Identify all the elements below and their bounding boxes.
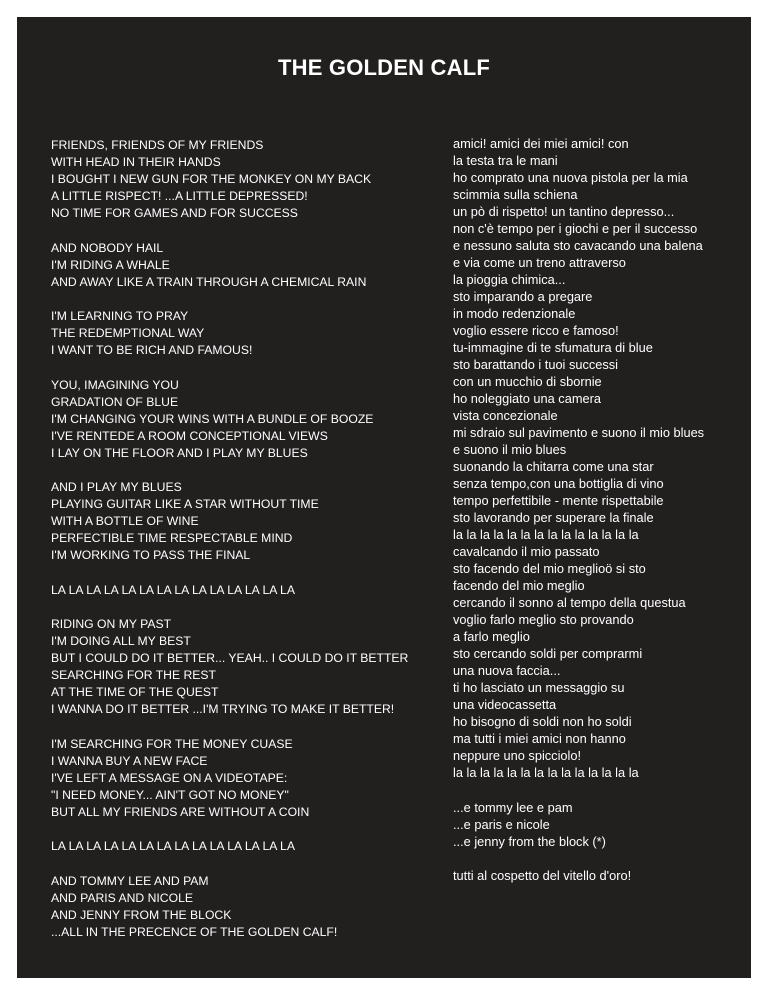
english-lyric-line: A LITTLE RISPECT! ...A LITTLE DEPRESSED! xyxy=(51,189,308,203)
english-lyric-line: PERFECTIBLE TIME RESPECTABLE MIND xyxy=(51,531,293,545)
italian-stanza xyxy=(453,799,743,850)
english-lyric-line: BUT ALL MY FRIENDS ARE WITHOUT A COIN xyxy=(51,804,310,819)
italian-lyric-line: amici! amici dei miei amici! con xyxy=(453,136,629,151)
english-stanza xyxy=(51,137,431,222)
english-lyric-line: LA LA LA LA LA LA LA LA LA LA LA LA LA LA xyxy=(51,839,295,853)
english-lyric-line: FRIENDS, FRIENDS OF MY FRIENDS xyxy=(51,138,264,152)
italian-lyric-line: ...e jenny from the block (*) xyxy=(453,833,606,849)
english-lyric-line: PLAYING GUITAR LIKE A STAR WITHOUT TIME xyxy=(51,497,319,511)
english-lyric-line: I'M SEARCHING FOR THE MONEY CUASE xyxy=(51,736,293,751)
italian-lyric-line: e via come un treno attraverso xyxy=(453,255,626,270)
english-stanza xyxy=(51,838,431,855)
italian-lyric-line: un pò di rispetto! un tantino depresso... xyxy=(453,204,675,219)
english-lyric-line: I'M LEARNING TO PRAY xyxy=(51,309,189,323)
italian-lyric-line: vista concezionale xyxy=(453,408,558,423)
italian-stanza xyxy=(453,867,743,884)
english-stanza xyxy=(51,308,431,359)
italian-lyric-line: cercando il sonno al tempo della questua xyxy=(453,595,686,610)
italian-lyric-line: ho bisogno di soldi non ho soldi xyxy=(453,714,632,729)
italian-lyric-line: la la la la la la la la la la la la la la xyxy=(453,527,639,542)
english-lyrics-column xyxy=(51,137,431,958)
english-stanza xyxy=(51,479,431,564)
italian-lyric-line: tutti al cospetto del vitello d'oro! xyxy=(453,868,632,883)
italian-lyric-line: voglio essere ricco e famoso! xyxy=(453,323,619,338)
english-lyric-line: I'M CHANGING YOUR WINS WITH A BUNDLE OF BOOZE xyxy=(51,411,374,426)
italian-lyric-line: sto lavorando per superare la finale xyxy=(453,510,654,525)
italian-lyric-line: con un mucchio di sbornie xyxy=(453,374,602,389)
english-lyric-line: I WANNA BUY A NEW FACE xyxy=(51,753,208,768)
english-lyric-line: BUT I COULD DO IT BETTER... YEAH.. I COULD DO IT BETTER xyxy=(51,651,409,665)
lyrics-sheet xyxy=(17,17,751,978)
italian-lyric-line: ho noleggiato una camera xyxy=(453,391,601,406)
italian-lyric-line: ma tutti i miei amici non hanno xyxy=(453,731,626,746)
italian-lyric-line: sto facendo del mio meglioö si sto xyxy=(453,561,646,576)
english-lyric-line: "I NEED MONEY... AIN'T GOT NO MONEY" xyxy=(51,787,289,802)
italian-lyric-line: la pioggia chimica... xyxy=(453,272,566,287)
italian-lyric-line: sto cercando soldi per comprarmi xyxy=(453,646,643,661)
english-stanza xyxy=(51,616,431,718)
english-lyric-line: LA LA LA LA LA LA LA LA LA LA LA LA LA LA xyxy=(51,582,295,597)
italian-lyric-line: neppure uno spicciolo! xyxy=(453,748,582,763)
italian-lyric-line: la testa tra le mani xyxy=(453,153,558,168)
english-lyric-line: I'VE LEFT A MESSAGE ON A VIDEOTAPE: xyxy=(51,770,288,785)
english-lyric-line: I'M RIDING A WHALE xyxy=(51,257,170,272)
english-lyric-line: I'VE RENTEDE A ROOM CONCEPTIONAL VIEWS xyxy=(51,428,328,443)
italian-lyric-line: non c'è tempo per i giochi e per il successo xyxy=(453,221,698,236)
english-lyric-line: AND TOMMY LEE AND PAM xyxy=(51,873,209,888)
italian-lyric-line: voglio farlo meglio sto provando xyxy=(453,612,634,627)
english-lyric-line: RIDING ON MY PAST xyxy=(51,617,172,631)
english-lyric-line: AND JENNY FROM THE BLOCK xyxy=(51,907,232,922)
italian-lyrics-column xyxy=(453,135,743,902)
english-lyric-line: GRADATION OF BLUE xyxy=(51,394,179,409)
italian-lyric-line: una videocassetta xyxy=(453,697,557,712)
italian-lyric-line: e suono il mio blues xyxy=(453,442,567,457)
english-lyric-line: WITH HEAD IN THEIR HANDS xyxy=(51,155,221,169)
english-lyric-line: I'M DOING ALL MY BEST xyxy=(51,634,191,648)
english-lyric-line: NO TIME FOR GAMES AND FOR SUCCESS xyxy=(51,206,298,220)
italian-lyric-line: tu-immagine di te sfumatura di blue xyxy=(453,340,653,355)
english-lyric-line: I'M WORKING TO PASS THE FINAL xyxy=(51,548,251,562)
italian-lyric-line: ...e tommy lee e pam xyxy=(453,799,573,815)
italian-lyric-line: cavalcando il mio passato xyxy=(453,544,600,559)
italian-lyric-line: a farlo meglio xyxy=(453,629,530,644)
english-stanza xyxy=(51,582,431,599)
italian-lyric-line: scimmia sulla schiena xyxy=(453,187,578,202)
italian-lyric-line: mi sdraio sul pavimento e suono il mio blues xyxy=(453,425,705,440)
english-stanza xyxy=(51,377,431,462)
italian-lyric-line: e nessuno saluta sto cavacando una balena xyxy=(453,238,703,253)
english-lyric-line: SEARCHING FOR THE REST xyxy=(51,668,217,682)
italian-lyric-line: sto barattando i tuoi successi xyxy=(453,357,619,372)
english-lyric-line: AND AWAY LIKE A TRAIN THROUGH A CHEMICAL RAIN xyxy=(51,274,367,289)
english-lyric-line: AND NOBODY HAIL xyxy=(51,240,164,255)
english-lyric-line: THE REDEMPTIONAL WAY xyxy=(51,326,205,340)
english-lyric-line: WITH A BOTTLE OF WINE xyxy=(51,514,199,528)
english-stanza xyxy=(51,873,431,941)
page-title: THE GOLDEN CALF xyxy=(278,55,490,80)
english-lyric-line: AND I PLAY MY BLUES xyxy=(51,480,182,494)
english-lyric-line: ...ALL IN THE PRECENCE OF THE GOLDEN CALF! xyxy=(51,924,338,939)
italian-lyric-line: in modo redenzionale xyxy=(453,306,576,321)
italian-lyric-line: ti ho lasciato un messaggio su xyxy=(453,680,625,695)
italian-lyric-line: una nuova faccia... xyxy=(453,663,561,678)
english-lyric-line: AND PARIS AND NICOLE xyxy=(51,890,193,905)
english-lyric-line: I WANNA DO IT BETTER ...I'M TRYING TO MAKE IT BETTER! xyxy=(51,702,395,716)
italian-lyric-line: suonando la chitarra come una star xyxy=(453,459,654,474)
italian-lyric-line: facendo del mio meglio xyxy=(453,578,585,593)
english-lyric-line: I WANT TO BE RICH AND FAMOUS! xyxy=(51,343,253,357)
english-stanza xyxy=(51,240,431,291)
english-stanza xyxy=(51,736,431,821)
italian-stanza xyxy=(453,135,743,781)
english-lyric-line: I BOUGHT I NEW GUN FOR THE MONKEY ON MY BACK xyxy=(51,172,372,186)
italian-lyric-line: ...e paris e nicole xyxy=(453,816,550,832)
italian-lyric-line: senza tempo,con una bottiglia di vino xyxy=(453,476,664,491)
english-lyric-line: YOU, IMAGINING YOU xyxy=(51,377,179,392)
english-lyric-line: AT THE TIME OF THE QUEST xyxy=(51,685,219,699)
italian-lyric-line: tempo perfettibile - mente rispettabile xyxy=(453,493,664,508)
italian-lyric-line: ho comprato una nuova pistola per la mia xyxy=(453,170,688,185)
italian-lyric-line: la la la la la la la la la la la la la la xyxy=(453,765,639,780)
english-lyric-line: I LAY ON THE FLOOR AND I PLAY MY BLUES xyxy=(51,445,308,460)
italian-lyric-line: sto imparando a pregare xyxy=(453,289,593,304)
